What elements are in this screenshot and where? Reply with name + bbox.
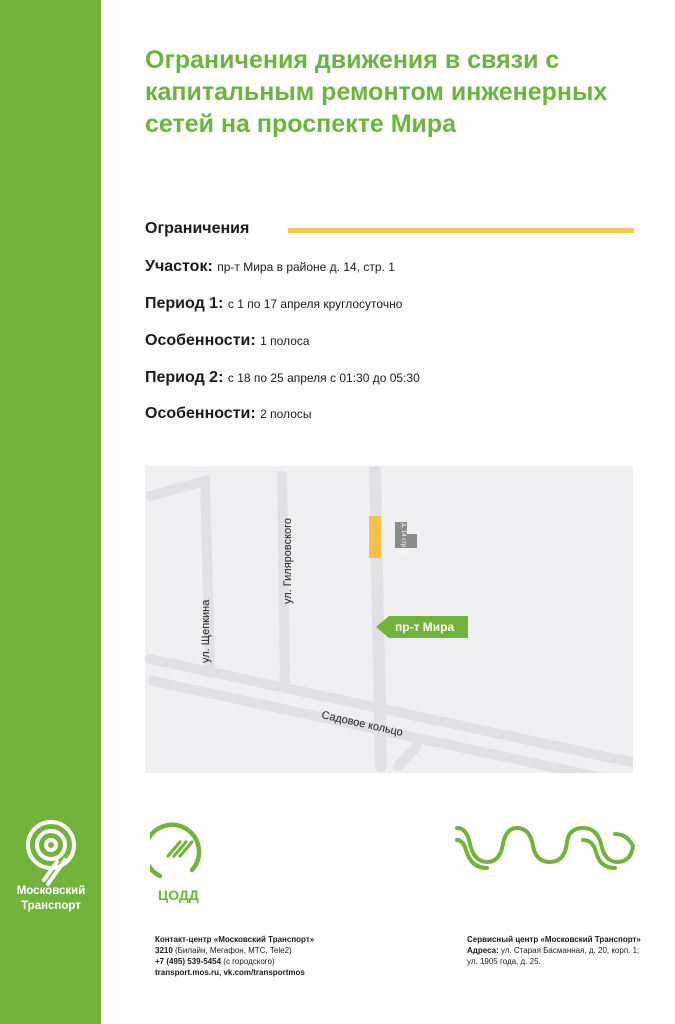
info-value: с 1 по 17 апреля круглосуточно: [227, 297, 403, 311]
info-value: с 18 по 25 апреля с 01:30 до 05:30: [227, 371, 420, 385]
info-row-segment: [145, 258, 395, 276]
closure-segment: [369, 516, 381, 558]
info-value: 1 полоса: [260, 334, 310, 348]
sidebar-brand-band: [0, 0, 101, 1024]
footer-contact-center: [155, 934, 314, 978]
footer-short-number: 3210: [155, 946, 173, 955]
info-label: Период 2:: [145, 369, 224, 386]
footer-address-line2: ул. 1905 года, д. 25.: [467, 957, 541, 966]
info-value: пр-т Мира в районе д. 14, стр. 1: [217, 260, 395, 274]
moscow-transport-logo-icon: [20, 818, 82, 888]
info-row-period-1: [145, 295, 402, 313]
info-label: Особенности:: [145, 405, 256, 422]
label-shchepkina: ул. Щепкина: [200, 599, 212, 663]
road-side-street: [398, 746, 417, 766]
road-sadovoe-outer: [150, 659, 633, 764]
footer-operators: (Билайн, Мегафон, МТС, Tele2): [172, 946, 292, 955]
info-row-features-1: [145, 332, 310, 350]
section-divider: [288, 228, 634, 233]
info-label: Участок:: [145, 258, 213, 275]
mos-ru-wave-logo-icon: [455, 820, 635, 870]
footer-phone-note: (с городского): [221, 957, 275, 966]
footer-address-line1: ул. Старая Басманная, д. 20, корп. 1;: [498, 946, 640, 955]
footer-service-heading: Сервисный центр «Московский Транспорт»: [467, 935, 641, 944]
info-label: Особенности:: [145, 332, 256, 349]
building-label: д. 14 стр. 1: [400, 523, 406, 554]
brand-name-line1: Московский: [16, 885, 86, 897]
section-heading: Ограничения: [145, 220, 250, 237]
codd-label: ЦОДД: [158, 887, 199, 903]
page-title: Ограничения движения в связи с капитальным ремонтом инженерных сетей на проспекте Мира: [145, 46, 608, 138]
footer-address-label: Адреса:: [467, 946, 499, 955]
footer-contact-heading: Контакт-центр «Московский Транспорт»: [155, 935, 315, 944]
label-sadovoe: Садовое кольцо: [320, 709, 404, 739]
codd-logo-icon: [150, 818, 210, 884]
prospekt-mira-tag-label: пр-т Мира: [395, 620, 455, 634]
brand-name-line2: Транспорт: [21, 900, 81, 912]
location-map: [145, 466, 633, 773]
footer-websites: transport.mos.ru, vk.com/transportmos: [155, 968, 305, 977]
info-row-period-2: [145, 369, 420, 387]
info-row-features-2: [145, 405, 312, 423]
brand-name: [6, 884, 96, 914]
footer-service-center: [467, 934, 641, 967]
label-gilyarovskogo: ул. Гиляровского: [282, 517, 294, 604]
map-canvas: [145, 466, 633, 773]
info-label: Период 1:: [145, 295, 224, 312]
footer-phone: +7 (495) 539-5454: [155, 957, 222, 966]
info-value: 2 полосы: [260, 407, 312, 421]
